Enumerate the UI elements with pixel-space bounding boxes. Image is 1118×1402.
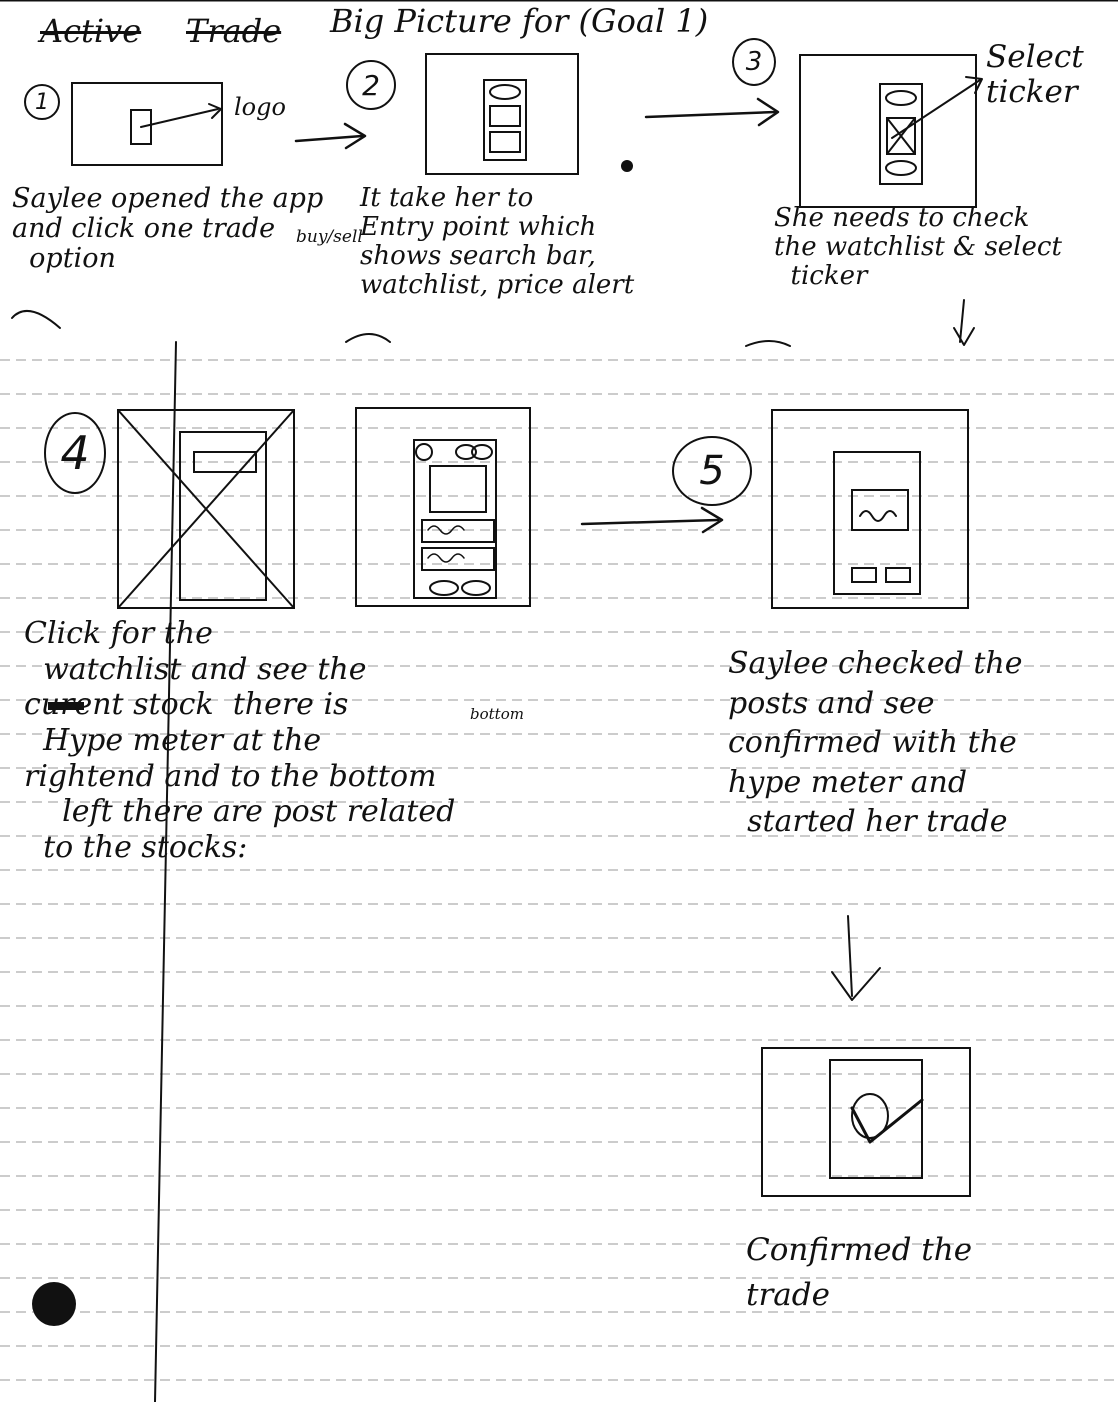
struck-word-trade: Trade (186, 12, 282, 50)
select-ticker-pointer (892, 80, 980, 138)
step-4-frame-b (356, 408, 530, 606)
step-4-caption: Click for the watchlist and see the curent stock there is Hype meter at the rightend and to the bottom left there are post related to the stocks: (24, 616, 456, 866)
select-ticker-annotation: Select ticker (986, 39, 1084, 110)
ticker-oval-top (886, 91, 916, 105)
step-number-1: 1 (24, 84, 60, 120)
step-5-frame (772, 410, 968, 608)
down-arrow-5-head (832, 968, 880, 1000)
button-sketch-b (886, 568, 910, 582)
page-curl-step-6 (12, 311, 60, 328)
buy-sell-note: buy/sell (296, 227, 363, 247)
price-alert-sketch (490, 132, 520, 152)
page-title: Big Picture for (Goal 1) (330, 2, 709, 40)
step-1-caption: Saylee opened the app and click one trade option (12, 183, 324, 275)
post-wave-2 (428, 554, 464, 562)
flow-arrow-1-2 (296, 136, 362, 141)
flow-arrow-4-5 (582, 520, 718, 524)
icon-circle-a (416, 444, 432, 460)
bottom-correction: bottom (470, 705, 524, 723)
final-caption: Confirmed the trade (746, 1232, 973, 1313)
step-1-frame (72, 83, 222, 165)
down-arrow-3-head (954, 328, 974, 345)
bottom-oval-a (430, 581, 458, 595)
step-number-5: 5 (672, 436, 752, 506)
step-5-caption: Saylee checked the posts and see confirmed with the hype meter and started her trade (728, 646, 1023, 840)
ticker-oval-bottom (886, 161, 916, 175)
step-number-2: 2 (346, 60, 396, 110)
post-item-1 (422, 520, 494, 542)
chart-panel-sketch (430, 466, 486, 512)
logo-annotation: logo (234, 93, 286, 121)
flow-arrow-2-3 (646, 112, 775, 117)
page-curl-step-8 (746, 341, 790, 346)
search-bar-sketch (490, 85, 520, 99)
hype-wave (860, 511, 896, 521)
step-2-caption: It take her to Entry point which shows search bar, watchlist, price alert (360, 183, 635, 301)
ink-dot (621, 160, 633, 172)
phone-sketch-final (830, 1060, 922, 1178)
final-frame (762, 1048, 970, 1196)
page-curl-step-7 (346, 334, 390, 342)
large-ink-dot (32, 1282, 76, 1326)
margin-line (155, 342, 176, 1402)
watchlist-sketch (490, 106, 520, 126)
down-arrow-3 (960, 300, 964, 342)
bottom-oval-b (462, 581, 490, 595)
post-item-2 (422, 548, 494, 570)
step-number-4: 4 (44, 412, 106, 494)
step-number-3: 3 (732, 38, 776, 86)
step-2-frame (426, 54, 578, 174)
button-sketch-a (852, 568, 876, 582)
step-3-caption: She needs to check the watchlist & select ticker (774, 203, 1062, 292)
down-arrow-5 (848, 916, 852, 996)
struck-word-active: Active (40, 12, 142, 50)
logo-pointer-arrow (141, 109, 218, 127)
